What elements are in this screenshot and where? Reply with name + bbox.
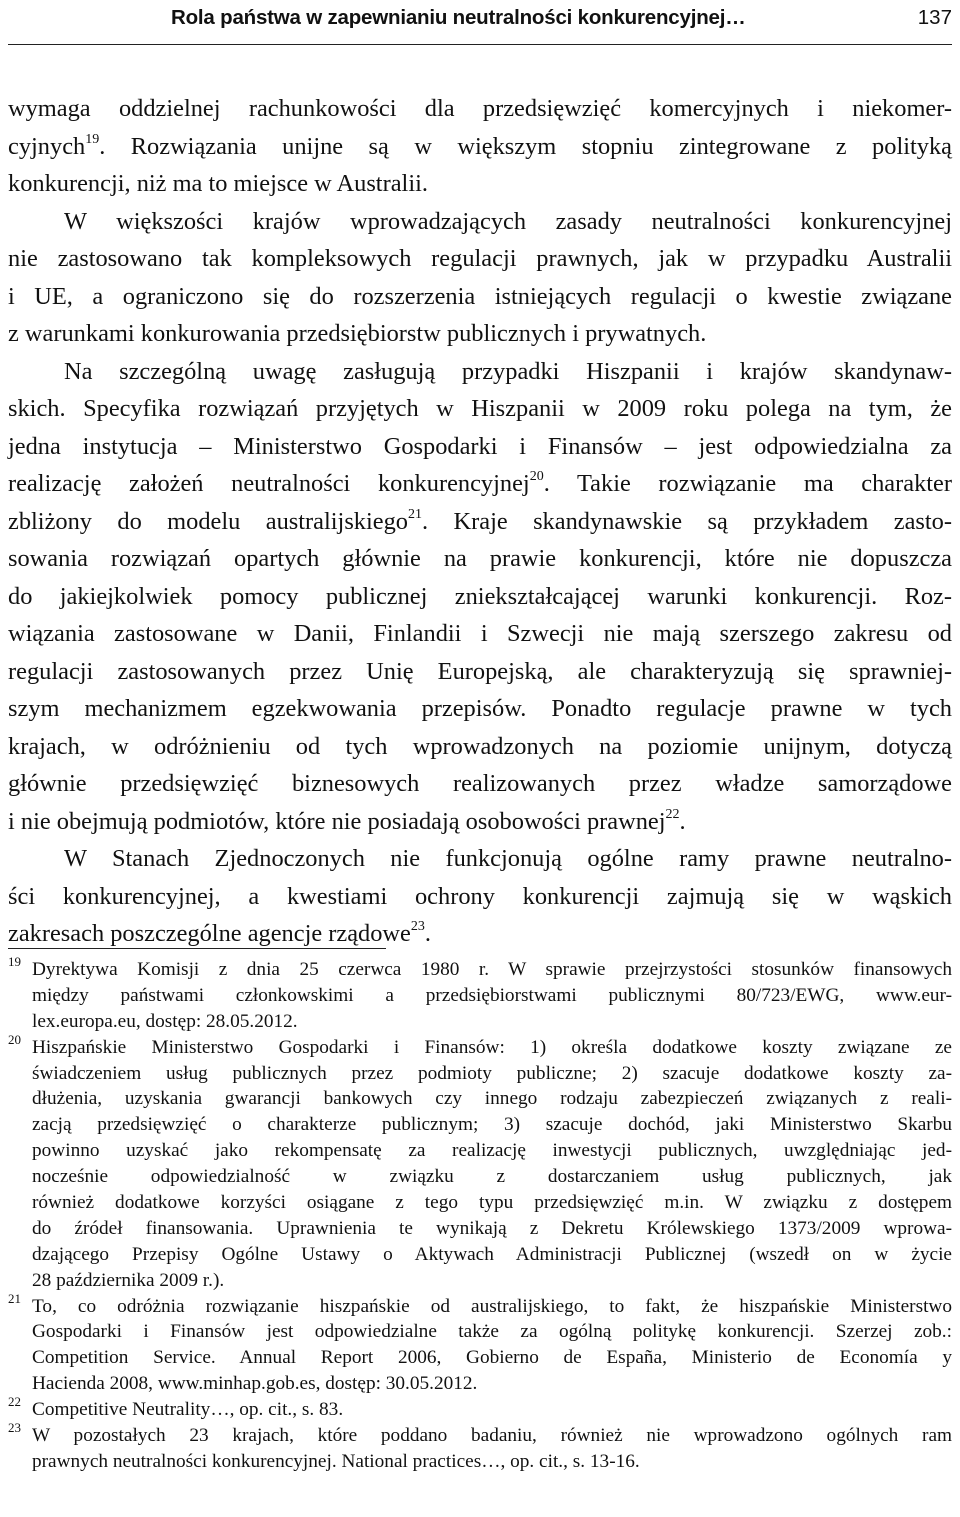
text-line: krajach, w odróżnieniu od tych wprowadzonych na poziomie unijnym, dotyczą bbox=[8, 732, 952, 760]
footnote-ref-22[interactable]: 22 bbox=[665, 806, 680, 822]
text-line: szym mechanizmem egzekwowania przepisów. Ponadto regulacje prawne w tych bbox=[8, 695, 952, 722]
text-line: jedna instytucja – Ministerstwo Gospodarki i Finansów – jest odpowiedzialna za bbox=[8, 432, 952, 460]
footnote-ref-21[interactable]: 21 bbox=[408, 506, 422, 522]
text-line: do jakiejkolwiek pomocy publicznej zniekształcającej warunki konkurencji. Roz- bbox=[8, 582, 952, 610]
footnote-23: 23 W pozostałych 23 krajach, które poddano badaniu, również nie wprowadzono ogólnych ram bbox=[8, 1420, 952, 1447]
footnote-line: Competition Service. Annual Report 2006, Gobierno de España, Ministerio de Economía y bbox=[32, 1347, 952, 1369]
footnote-line: nocześnie odpowiedzialność w związku z dostarczaniem usług publicznych, jak bbox=[32, 1166, 952, 1188]
footnote-ref-23[interactable]: 23 bbox=[410, 919, 425, 934]
page-number: 137 bbox=[917, 6, 952, 29]
footnote-ref-20[interactable]: 20 bbox=[529, 469, 544, 484]
text-line: i UE, a ograniczono się do rozszerzenia istniejących regulacji o kwestie związane bbox=[8, 282, 952, 310]
footnote-line: 28 października 2009 r.). bbox=[32, 1269, 225, 1291]
footnote-line: między państwami członkowskimi a przedsiębiorstwami publicznymi 80/723/EWG, www.eur- bbox=[32, 984, 952, 1006]
footnote-line: Gospodarki i Finansów jest odpowiedzialne także za ogólną politykę konkurencji. Szerzej zob.: bbox=[32, 1321, 952, 1343]
footnote-line: prawnych neutralności konkurencyjnej. National practices…, op. cit., s. 13-16. bbox=[32, 1450, 640, 1472]
footnote-22: 22 Competitive Neutrality…, op. cit., s. 83. bbox=[8, 1394, 344, 1421]
footnote-20: 20 Hiszpańskie Ministerstwo Gospodarki i Finansów: 1) określa dodatkowe koszty związane ze bbox=[8, 1031, 952, 1058]
text-line: głównie przedsięwzięć biznesowych realizowanych przez władze samorządowe bbox=[8, 770, 952, 797]
text-line: wiązania zastosowane w Danii, Finlandii i Szwecji nie mają szerszego zakresu od bbox=[8, 620, 952, 647]
footnote-line: do źródeł finansowania. Uprawnienia te wynikają z Dekretu Królewskiego 1373/2009 wprowa- bbox=[32, 1217, 952, 1239]
text-line: W większości krajów wprowadzających zasady neutralności konkurencyjnej bbox=[64, 207, 952, 235]
footnote-line: lex.europa.eu, dostęp: 28.05.2012. bbox=[32, 1010, 298, 1032]
footnote-line: dzającego Przepisy Ogólne Ustawy o Aktywach Administracji Publicznej (wszedł on w życie bbox=[32, 1243, 952, 1265]
text-line: sowania rozwiązań opartych głównie na prawie konkurencji, które nie dopuszcza bbox=[8, 545, 952, 572]
footnote-line: Hacienda 2008, www.minhap.gob.es, dostęp: 30.05.2012. bbox=[32, 1373, 478, 1395]
main-text bbox=[8, 90, 952, 953]
text-line: nie zastosowano tak kompleksowych regulacji prawnych, jak w przypadku Australii bbox=[8, 245, 952, 272]
text-line: ści konkurencyjnej, a kwestiami ochrony konkurencji zajmują się w wąskich bbox=[8, 882, 952, 910]
text-line: zbliżony do modelu australijskiego$^{21}$. Kraje skandynawskie są przykładem zasto- bbox=[8, 506, 952, 535]
text-line: cyjnych$^{19}$. Rozwiązania unijne są w większym stopniu zintegrowane z polityką bbox=[8, 131, 952, 160]
text-line: zakresach poszczególne agencje rządowe$^{23}$. bbox=[8, 919, 431, 947]
footnotes bbox=[8, 954, 952, 1475]
text-line: konkurencji, niż ma to miejsce w Australii. bbox=[8, 170, 428, 197]
text-line: wymaga oddzielnej rachunkowości dla przedsięwzięć komercyjnych i niekomer- bbox=[8, 95, 952, 122]
running-header bbox=[8, 0, 952, 45]
text-line: i nie obejmują podmiotów, które nie posiadają osobowości prawnej$^{22}$. bbox=[8, 806, 686, 835]
footnote-line: zacją przedsięwzięć o charakterze publicznym; 3) szacuje dochód, jaki Ministerstwo Skarbu bbox=[32, 1114, 952, 1136]
running-header-title: Rola państwa w zapewnianiu neutralności konkurencyjnej… bbox=[171, 6, 746, 29]
footnote-line: również dodatkowe korzyści osiągane z tego typu przedsięwzięć m.in. W związku z dostępem bbox=[32, 1192, 952, 1214]
footnote-line: dłużenia, uzyskania gwarancji bankowych czy innego rodzaju zabezpieczeń związanych z reali- bbox=[32, 1088, 952, 1110]
text-line: W Stanach Zjednoczonych nie funkcjonują ogólne ramy prawne neutralno- bbox=[64, 845, 952, 872]
text-line: Na szczególną uwagę zasługują przypadki Hiszpanii i krajów skandynaw- bbox=[64, 357, 952, 385]
footnote-line: powinno uzyskać jako rekompensatę za realizację inwestycji publicznych, uwzględniając jed- bbox=[32, 1140, 952, 1162]
footnote-line: świadczeniem usług publicznych przez podmioty publiczne; 2) szacuje dodatkowe koszty za- bbox=[32, 1062, 952, 1084]
footnote-19: 19 Dyrektywa Komisji z dnia 25 czerwca 1980 r. W sprawie przejrzystości stosunków finansowych bbox=[8, 954, 952, 980]
footnote-ref-19[interactable]: 19 bbox=[85, 131, 100, 147]
text-line: realizację założeń neutralności konkurencyjnej$^{20}$. Takie rozwiązanie ma charakter bbox=[8, 469, 952, 497]
footnote-separator bbox=[8, 948, 386, 949]
footnote-21: 21 To, co odróżnia rozwiązanie hiszpańskie od australijskiego, to fakt, że hiszpańskie Ministerstwo bbox=[8, 1290, 952, 1317]
text-line: z warunkami konkurowania przedsiębiorstw publicznych i prywatnych. bbox=[8, 320, 707, 347]
text-line: skich. Specyfika rozwiązań przyjętych w Hiszpanii w 2009 roku polega na tym, że bbox=[8, 395, 952, 422]
text-line: regulacji zastosowanych przez Unię Europejską, ale charakteryzują się sprawniej- bbox=[8, 657, 952, 685]
